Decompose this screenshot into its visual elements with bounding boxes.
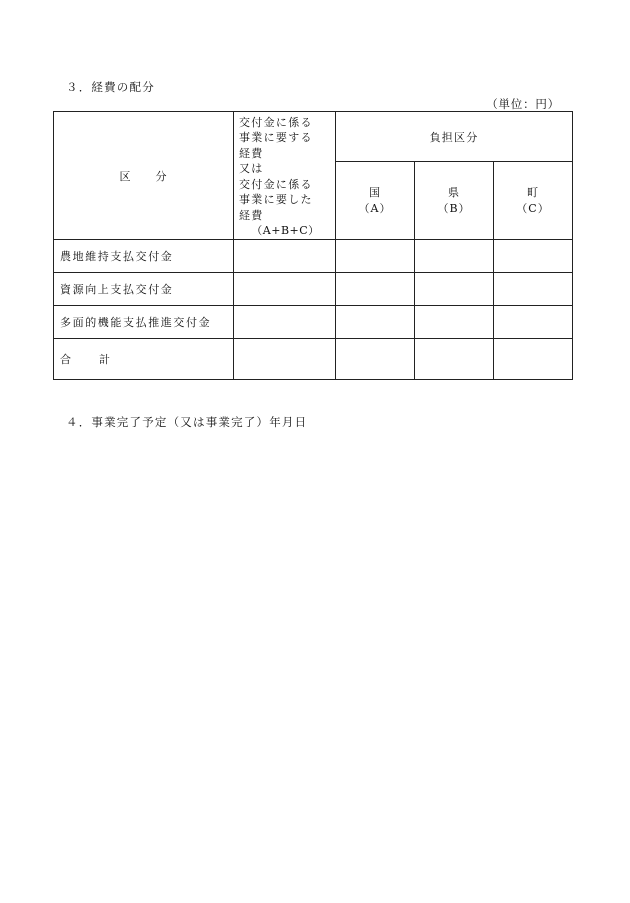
header-national bbox=[336, 162, 415, 240]
row-prefecture-cell bbox=[415, 240, 494, 273]
total-row bbox=[54, 339, 573, 380]
cost-header-line: 交付金に係る bbox=[239, 115, 313, 129]
row-cost-cell bbox=[234, 273, 336, 306]
row-town-cell bbox=[494, 273, 573, 306]
national-code: （A） bbox=[358, 201, 392, 215]
header-kubun-char-1: 区 bbox=[119, 169, 132, 183]
row-national-cell bbox=[336, 240, 415, 273]
header-cost bbox=[234, 112, 336, 240]
row-cost-cell bbox=[234, 306, 336, 339]
total-prefecture-cell bbox=[415, 339, 494, 380]
header-kubun-char-2: 分 bbox=[155, 169, 168, 183]
cost-header-line: 又は bbox=[239, 162, 264, 175]
national-label: 国 bbox=[369, 185, 381, 199]
table-row bbox=[54, 306, 573, 339]
table-row bbox=[54, 240, 573, 273]
row-prefecture-cell bbox=[415, 306, 494, 339]
row-national-cell bbox=[336, 306, 415, 339]
total-label-char-1: 合 bbox=[60, 353, 73, 366]
total-label bbox=[54, 339, 234, 380]
town-label: 町 bbox=[527, 185, 540, 199]
total-label-char-2: 計 bbox=[99, 353, 112, 366]
row-label: 多面的機能支払推進交付金 bbox=[54, 306, 234, 339]
prefecture-label: 県 bbox=[448, 185, 460, 199]
cost-header-line: 経費 bbox=[239, 208, 264, 222]
unit-note: （単位：円） bbox=[486, 97, 560, 111]
header-town bbox=[494, 162, 573, 240]
row-cost-cell bbox=[234, 240, 336, 273]
cost-header-line: 事業に要する bbox=[239, 131, 313, 144]
row-national-cell bbox=[336, 273, 415, 306]
row-label: 資源向上支払交付金 bbox=[54, 273, 234, 306]
row-prefecture-cell bbox=[415, 273, 494, 306]
total-cost-cell bbox=[234, 339, 336, 380]
header-burden: 負担区分 bbox=[336, 112, 573, 162]
header-prefecture bbox=[415, 162, 494, 240]
prefecture-code: （B） bbox=[437, 201, 471, 215]
row-town-cell bbox=[494, 240, 573, 273]
cost-header-line: 事業に要した bbox=[239, 193, 313, 206]
row-label: 農地維持支払交付金 bbox=[54, 240, 234, 273]
total-national-cell bbox=[336, 339, 415, 380]
cost-header-line: 交付金に係る bbox=[239, 177, 313, 191]
total-town-cell bbox=[494, 339, 573, 380]
cost-allocation-table bbox=[53, 111, 573, 380]
cost-header-formula: （A+B+C） bbox=[251, 224, 320, 237]
header-kubun bbox=[54, 112, 234, 240]
section-3-heading: ３．経費の配分 bbox=[66, 80, 155, 94]
town-code: （C） bbox=[516, 201, 550, 215]
cost-header-line: 経費 bbox=[239, 146, 264, 160]
section-4-heading: ４．事業完了予定（又は事業完了）年月日 bbox=[66, 415, 308, 429]
row-town-cell bbox=[494, 306, 573, 339]
table-row bbox=[54, 273, 573, 306]
